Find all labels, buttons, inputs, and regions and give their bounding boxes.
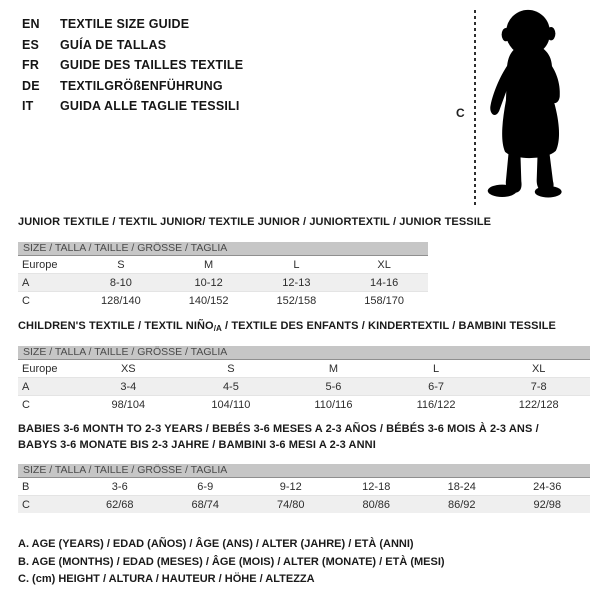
row-label: C: [18, 396, 77, 414]
size-cell: XS: [120, 362, 136, 375]
children-size-header: SIZE / TALLA / TAILLE / GRÖSSE / TAGLIA: [18, 346, 590, 360]
babies-title-line1: BABIES 3-6 MONTH TO 2-3 YEARS / BEBÉS 3-6 MESES A 2-3 AÑOS / BÉBÉS 3-6 MOIS À 2-3 ANS /: [18, 423, 539, 435]
legend-line-a: A. AGE (YEARS) / EDAD (AÑOS) / ÂGE (ANS) / ALTER (JAHRE) / ETÀ (ANNI): [18, 538, 414, 550]
row-label: Europe: [22, 258, 58, 271]
babies-title-line2: BABYS 3-6 MONATE BIS 2-3 JAHRE / BAMBINI 3-6 MESI A 2-3 ANNI: [18, 439, 376, 451]
size-cell: XL: [531, 362, 546, 375]
language-code: EN: [22, 17, 40, 31]
legend-line-c: C. (cm) HEIGHT / ALTURA / HAUTEUR / HÖHE / ALTEZZA: [18, 573, 315, 585]
language-guide-list: [22, 14, 243, 117]
language-row-fr: [22, 55, 243, 76]
baby-silhouette-image: [481, 7, 577, 207]
size-cell: 62/68: [77, 496, 163, 514]
size-cell: M: [204, 258, 214, 271]
size-cell: 6-7: [385, 378, 488, 396]
size-cell: 6-9: [197, 480, 214, 493]
language-row-it: [22, 96, 243, 117]
size-cell: L: [293, 258, 300, 271]
height-measure-label: C: [456, 106, 465, 120]
size-cell: 3-4: [77, 378, 180, 396]
children-title-suffix: / TEXTILE DES ENFANTS / KINDERTEXTIL / BAMBINI TESSILE: [221, 320, 556, 332]
children-table: [18, 346, 590, 413]
babies-size-table: [18, 478, 590, 513]
row-label: Europe: [22, 362, 58, 375]
language-code: DE: [22, 78, 40, 93]
size-cell: 128/140: [77, 292, 165, 310]
size-cell: 5-6: [282, 378, 385, 396]
table-row: [18, 396, 590, 414]
language-label: GUIDA ALLE TAGLIE TESSILI: [60, 99, 240, 113]
children-title-sub: /A: [213, 324, 222, 333]
size-cell: 24-36: [533, 480, 562, 493]
size-cell: 80/86: [334, 496, 420, 514]
table-row: [18, 360, 590, 378]
language-code: FR: [22, 58, 40, 72]
table-row: [18, 378, 590, 396]
row-label: C: [18, 292, 77, 310]
size-cell: 122/128: [487, 396, 590, 414]
height-measure-dashed-line: [474, 10, 476, 206]
junior-size-header: SIZE / TALLA / TAILLE / GRÖSSE / TAGLIA: [18, 242, 428, 256]
language-label: TEXTILE SIZE GUIDE: [60, 17, 190, 31]
junior-table-title: JUNIOR TEXTILE / TEXTIL JUNIOR/ TEXTILE JUNIOR / JUNIORTEXTIL / JUNIOR TESSILE: [18, 216, 492, 228]
size-cell: 140/152: [165, 292, 253, 310]
table-row: [18, 274, 428, 292]
size-cell: 74/80: [248, 496, 334, 514]
size-cell: S: [227, 362, 235, 375]
babies-table: [18, 464, 590, 513]
table-row: [18, 292, 428, 310]
row-label: B: [22, 480, 30, 493]
babies-size-header: SIZE / TALLA / TAILLE / GRÖSSE / TAGLIA: [18, 464, 590, 478]
size-cell: 110/116: [282, 396, 385, 414]
size-cell: S: [117, 258, 125, 271]
size-cell: 8-10: [77, 274, 165, 292]
language-row-en: [22, 14, 243, 35]
row-label: A: [18, 274, 77, 292]
junior-size-table: [18, 256, 428, 309]
children-size-table: [18, 360, 590, 413]
language-code: ES: [22, 37, 40, 52]
language-label: GUÍA DE TALLAS: [60, 37, 167, 52]
children-table-title: [18, 320, 556, 333]
size-cell: 9-12: [279, 480, 302, 493]
size-cell: 4-5: [180, 378, 283, 396]
size-cell: 92/98: [505, 496, 591, 514]
size-cell: 7-8: [487, 378, 590, 396]
size-cell: 98/104: [77, 396, 180, 414]
junior-table: [18, 242, 428, 309]
legend-line-b: B. AGE (MONTHS) / EDAD (MESES) / ÂGE (MOIS) / ALTER (MONATE) / ETÀ (MESI): [18, 555, 445, 568]
measure-legend: [18, 536, 445, 589]
row-label: A: [18, 378, 77, 396]
table-row: [18, 256, 428, 274]
row-label: C: [18, 496, 77, 514]
language-row-de: [22, 76, 243, 97]
size-cell: 10-12: [165, 274, 253, 292]
size-cell: 12-13: [253, 274, 341, 292]
children-title-prefix: CHILDREN'S TEXTILE / TEXTIL NIÑO: [18, 320, 214, 332]
table-row: [18, 496, 590, 514]
size-cell: L: [433, 362, 440, 375]
size-cell: 158/170: [340, 292, 428, 310]
size-cell: 14-16: [340, 274, 428, 292]
table-row: [18, 478, 590, 496]
size-cell: 116/122: [385, 396, 488, 414]
size-cell: 18-24: [447, 480, 476, 493]
language-row-es: [22, 35, 243, 56]
size-cell: M: [328, 362, 339, 375]
size-cell: XL: [377, 258, 391, 271]
babies-table-title: [18, 421, 539, 453]
size-cell: 68/74: [163, 496, 249, 514]
size-cell: 104/110: [180, 396, 283, 414]
language-code: IT: [22, 99, 34, 113]
size-cell: 86/92: [419, 496, 505, 514]
size-cell: 152/158: [253, 292, 341, 310]
size-cell: 12-18: [362, 480, 391, 493]
language-label: TEXTILGRÖßENFÜHRUNG: [60, 78, 223, 93]
size-cell: 3-6: [111, 480, 128, 493]
language-label: GUIDE DES TAILLES TEXTILE: [60, 58, 244, 72]
